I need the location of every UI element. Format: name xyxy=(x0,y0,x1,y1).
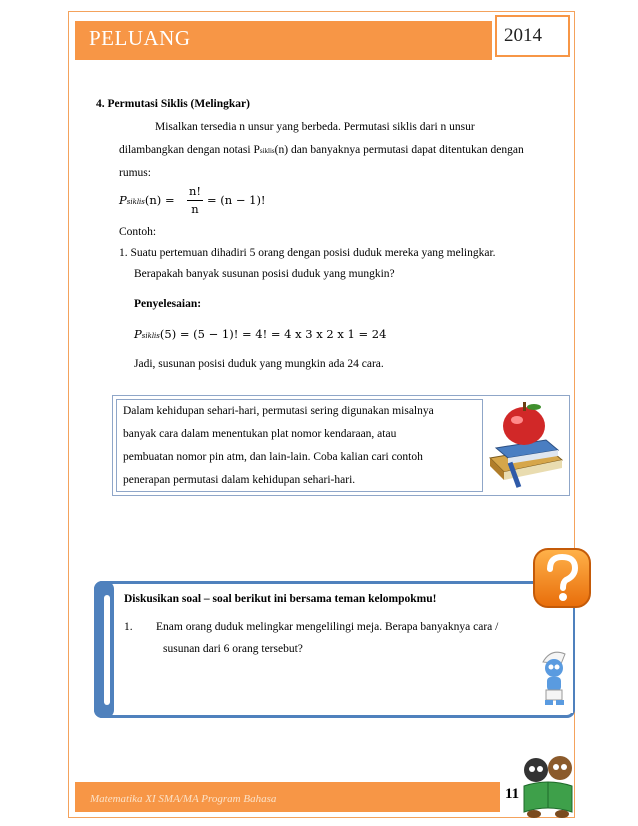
footer-text: Matematika XI SMA/MA Program Bahasa xyxy=(90,793,277,805)
question-line-2: susunan dari 6 orang tersebut? xyxy=(163,643,303,655)
example-line-2: Berapakah banyak susunan posisi duduk yang mungkin? xyxy=(134,268,395,280)
formula: Psiklis(n) = xyxy=(119,193,175,207)
discussion-tab xyxy=(94,581,114,718)
formula-rhs: = (n − 1)! xyxy=(207,193,266,207)
contoh-label: Contoh: xyxy=(119,226,157,238)
question-line-1: Enam orang duduk melingkar mengelilingi meja. Berapa banyaknya cara / xyxy=(156,621,499,633)
conclusion: Jadi, susunan posisi duduk yang mungkin ada 24 cara. xyxy=(134,358,384,370)
reading-animals-icon xyxy=(520,752,576,820)
page-number: 11 xyxy=(505,786,520,802)
tip-line-4: penerapan permutasi dalam kehidupan sehari-hari. xyxy=(123,474,356,486)
solution-heading: Penyelesaian: xyxy=(134,298,202,310)
fraction-bar xyxy=(187,200,203,201)
paragraph-line-1: Misalkan tersedia n unsur yang berbeda. Permutasi siklis dari n unsur xyxy=(155,121,475,133)
paragraph-line-3: rumus: xyxy=(119,167,151,179)
tip-line-1: Dalam kehidupan sehari-hari, permutasi sering digunakan misalnya xyxy=(123,405,434,417)
question-mark-icon xyxy=(530,545,594,611)
tip-line-3: pembuatan nomor pin atm, dan lain-lain. Coba kalian cari contoh xyxy=(123,451,423,463)
formula-denominator: n xyxy=(191,202,199,216)
header-year: 2014 xyxy=(504,25,542,46)
formula-numerator: n! xyxy=(188,184,202,198)
section-heading: 4. Permutasi Siklis (Melingkar) xyxy=(96,98,250,110)
example-line-1: 1. Suatu pertemuan dihadiri 5 orang dengan posisi duduk mereka yang melingkar. xyxy=(119,247,496,259)
tip-line-2: banyak cara dalam menentukan plat nomor kendaraan, atau xyxy=(123,428,397,440)
paragraph-line-2: dilambangkan dengan notasi Psiklis(n) dan banyaknya permutasi dapat ditentukan dengan xyxy=(119,144,524,156)
header-title: PELUANG xyxy=(89,26,191,50)
discussion-heading: Diskusikan soal – soal berikut ini bersama teman kelompokmu! xyxy=(124,593,437,605)
solution-formula: Psiklis(5) = (5 − 1)! = 4! = 4 x 3 x 2 x 1 = 24 xyxy=(134,327,387,341)
smurf-icon xyxy=(537,648,573,708)
apple-books-icon xyxy=(486,398,566,493)
question-number: 1. xyxy=(124,621,133,633)
